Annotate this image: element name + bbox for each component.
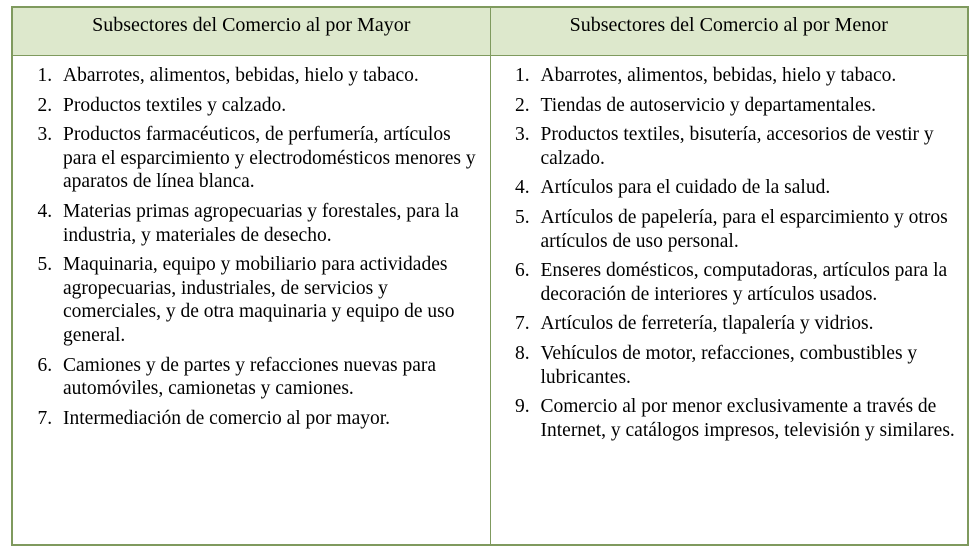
list-item: 9. Comercio al por menor exclusivamente a través de Internet, y catálogos impresos, televisión y similares. xyxy=(535,395,958,442)
list-item: 2. Tiendas de autoservicio y departamentales. xyxy=(535,94,958,118)
wholesale-subsector-list xyxy=(23,64,480,430)
list-item: 4. Artículos para el cuidado de la salud. xyxy=(535,176,958,200)
list-item: 1. Abarrotes, alimentos, bebidas, hielo y tabaco. xyxy=(57,64,480,88)
table-body xyxy=(13,56,968,545)
table-row xyxy=(13,56,968,545)
list-item: 3. Productos textiles, bisutería, accesorios de vestir y calzado. xyxy=(535,123,958,170)
list-item: 7. Artículos de ferretería, tlapalería y vidrios. xyxy=(535,312,958,336)
column-header-wholesale: Subsectores del Comercio al por Mayor xyxy=(13,8,491,56)
subsectors-table xyxy=(12,7,968,545)
list-item: 4. Materias primas agropecuarias y forestales, para la industria, y materiales de desecho. xyxy=(57,200,480,247)
list-item: 6. Camiones y de partes y refacciones nuevas para automóviles, camionetas y camiones. xyxy=(57,354,480,401)
cell-retail-list xyxy=(490,56,968,545)
retail-subsector-list xyxy=(501,64,958,442)
list-item: 2. Productos textiles y calzado. xyxy=(57,94,480,118)
list-item: 6. Enseres domésticos, computadoras, artículos para la decoración de interiores y artículos usados. xyxy=(535,259,958,306)
list-item: 3. Productos farmacéuticos, de perfumería, artículos para el esparcimiento y electrodomésticos menores y aparatos de línea blanca. xyxy=(57,123,480,194)
cell-wholesale-list xyxy=(13,56,491,545)
subsectors-table-container xyxy=(11,6,969,546)
list-item: 7. Intermediación de comercio al por mayor. xyxy=(57,407,480,431)
list-item: 5. Maquinaria, equipo y mobiliario para actividades agropecuarias, industriales, de servicios y comerciales, y de otra maquinaria y equipo de uso general. xyxy=(57,253,480,347)
column-header-retail: Subsectores del Comercio al por Menor xyxy=(490,8,968,56)
list-item: 5. Artículos de papelería, para el esparcimiento y otros artículos de uso personal. xyxy=(535,206,958,253)
table-header-row xyxy=(13,8,968,56)
table-header-row-group xyxy=(13,8,968,56)
list-item: 8. Vehículos de motor, refacciones, combustibles y lubricantes. xyxy=(535,342,958,389)
list-item: 1. Abarrotes, alimentos, bebidas, hielo y tabaco. xyxy=(535,64,958,88)
